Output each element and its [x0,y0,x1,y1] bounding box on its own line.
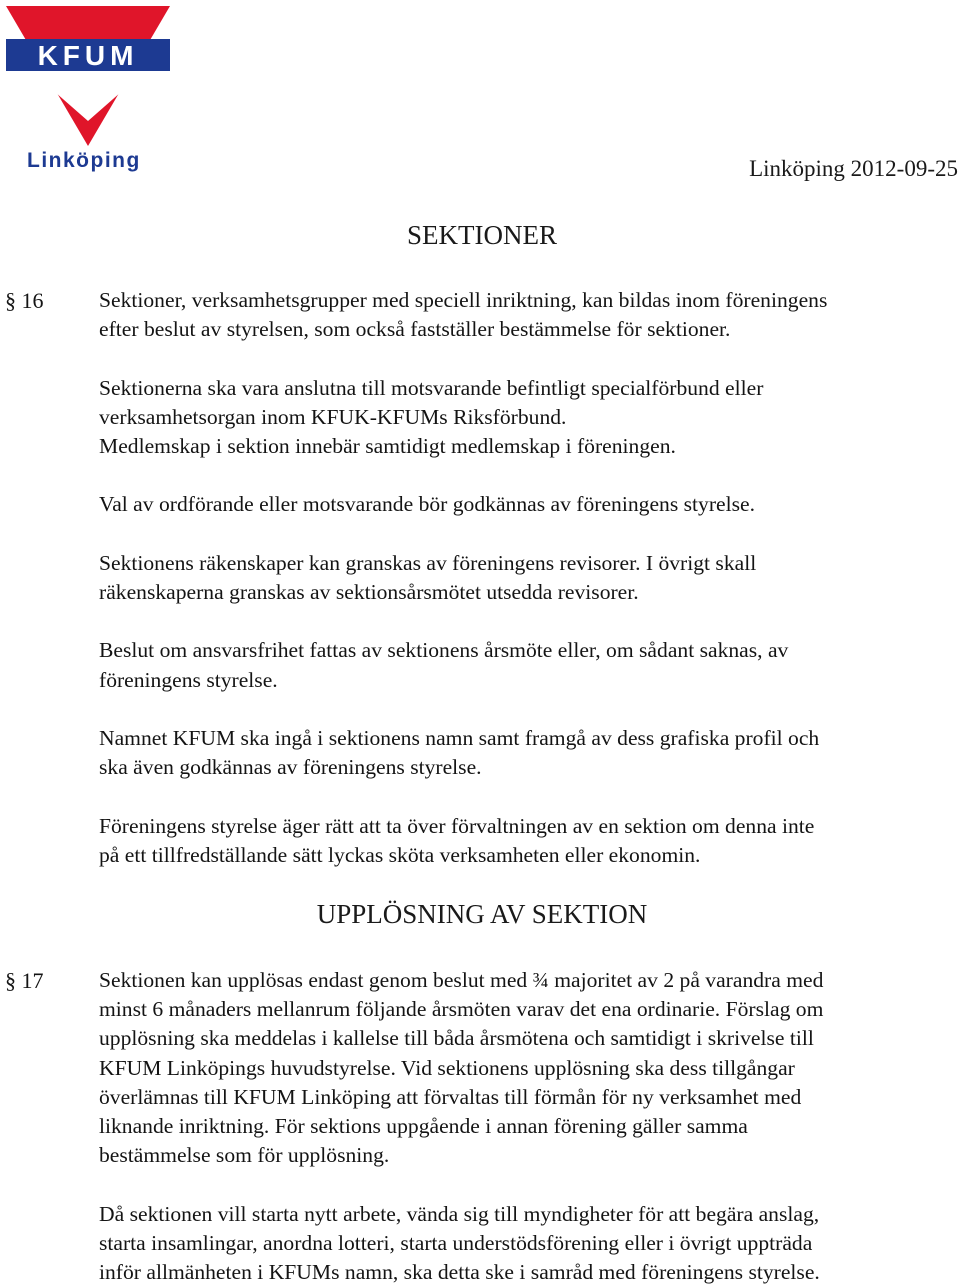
section-heading-upplosning: UPPLÖSNING AV SEKTION [316,899,648,929]
section-heading-sektioner: SEKTIONER [407,220,557,250]
paragraph: Sektionerna ska vara anslutna till motsvarande befintligt specialförbund eller verksamhetsorgan inom KFUK-KFUMs Riksförbund. Medlemskap i sektion innebär samtidigt medlemskap i föreningen. [99,375,764,458]
logo-brand-text: KFUM [37,40,139,71]
logo-inner-triangle [31,71,145,121]
document-date: Linköping 2012-09-25 [749,156,958,181]
section-16-body [99,286,959,870]
paragraph: Sektionens räkenskaper kan granskas av föreningens revisorer. I övrigt skall räkenskaperna granskas av sektionsårsmötet utsedda revisorer. [99,550,757,604]
section-17-body [99,966,959,1287]
paragraph: Namnet KFUM ska ingå i sektionens namn samt framgå av dess grafiska profil och ska även godkännas av föreningens styrelse. [99,725,820,780]
paragraph-mark-16: § 16 [5,288,44,313]
paragraph: Föreningens styrelse äger rätt att ta över förvaltningen av en sektion om denna inte på ett tillfredställande sätt lyckas sköta verksamheten eller ekonomin. [99,813,815,867]
logo-city-text: Linköping [27,149,141,172]
paragraph: Sektioner, verksamhetsgrupper med speciell inriktning, kan bildas inom föreningens efter beslut av styrelsen, som också fastställer bestämmelse för sektioner. [99,288,828,342]
paragraph: Sektionen kan upplösas endast genom beslut med ¾ majoritet av 2 på varandra med minst 6 månaders mellanrum följande årsmöten varav det ena ordinarie. Förslag om upplösning ska meddelas i kallelse till båda årsmötena och samtidigt i skrivelse till KFUM Linköpings huvudstyrelse. Vid sektionens upplösning ska dess tillgångar överlämnas till KFUM Linköping att förvaltas till förmån för ny verksamhet med liknande inriktning. För sektions uppgående i annan förening gäller samma bestämmelse som för upplösning. [99,968,824,1168]
paragraph: Beslut om ansvarsfrihet fattas av sektionens årsmöte eller, om sådant saknas, av föreningens styrelse. [99,638,789,692]
paragraph-mark-17: § 17 [5,968,44,993]
paragraph: Då sektionen vill starta nytt arbete, vända sig till myndigheter för att begära anslag, starta insamlingar, anordna lotteri, starta understödsförening eller i övrigt uppträda inför allmänheten i KFUMs namn, ska detta ske i samråd med föreningens styrelse. [99,1201,820,1285]
paragraph: Val av ordförande eller motsvarande bör godkännas av föreningens styrelse. [99,492,755,517]
kfum-linkoping-logo [5,3,171,175]
